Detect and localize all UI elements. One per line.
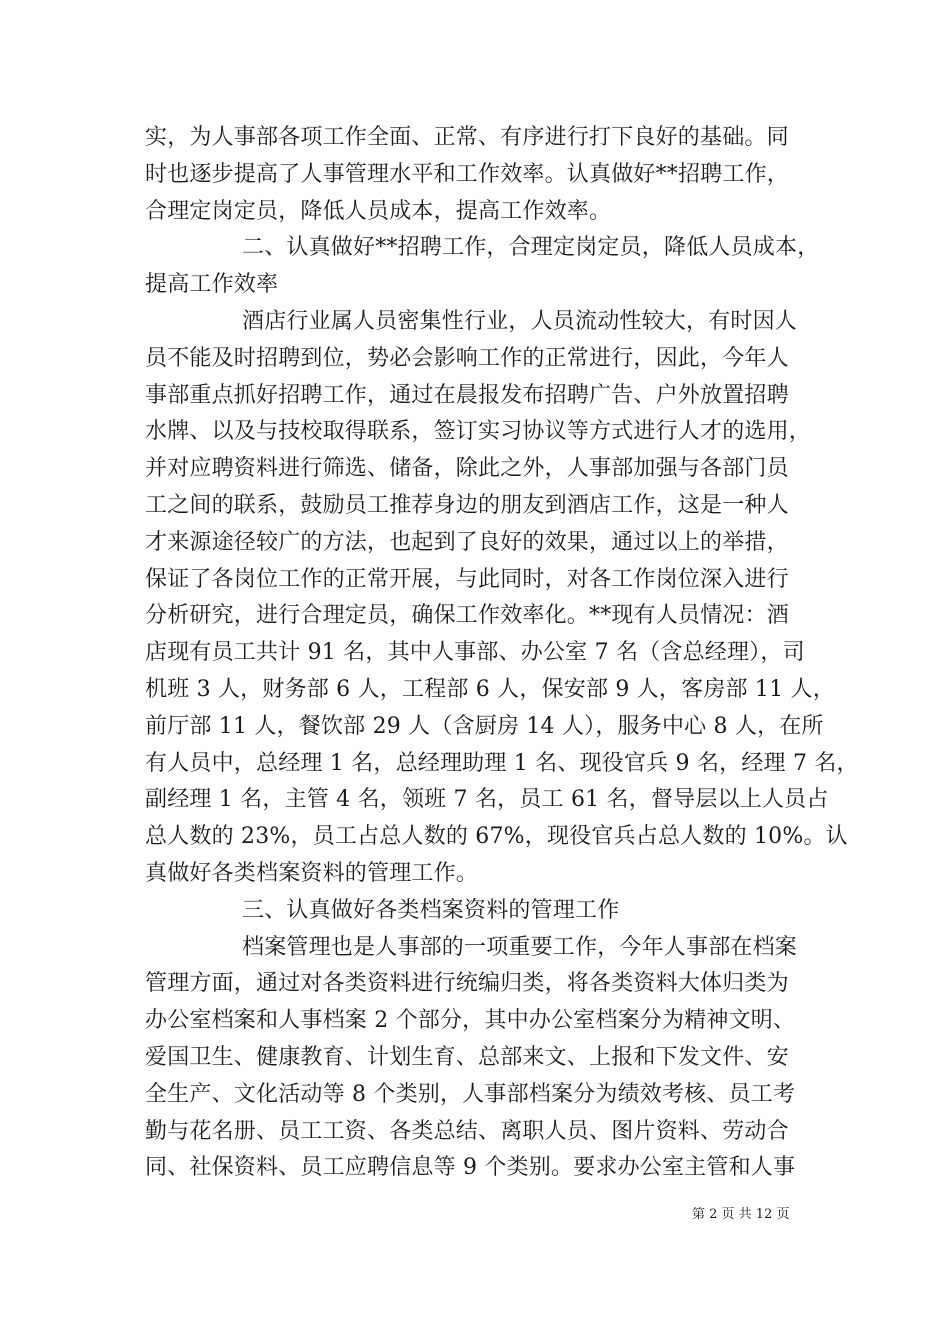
section-heading-2-cont: 提高工作效率 <box>145 272 279 298</box>
body-line: 有人员中，总经理 1 名，总经理助理 1 名、现役官兵 9 名，经理 7 名， <box>145 750 859 776</box>
body-line: 勤与花名册、员工工资、各类总结、离职人员、图片资料、劳动合 <box>145 1118 789 1144</box>
body-line: 合理定岗定员，降低人员成本，提高工作效率。 <box>145 198 612 224</box>
body-line: 副经理 1 名，主管 4 名，领班 7 名，员工 61 名，督导层以上人员占 <box>145 787 829 813</box>
body-line: 爱国卫生、健康教育、计划生育、总部来文、上报和下发文件、安 <box>145 1044 789 1070</box>
body-line: 保证了各岗位工作的正常开展，与此同时，对各工作岗位深入进行 <box>145 566 789 592</box>
page-number-footer: 第 2 页 共 12 页 <box>692 1207 790 1222</box>
body-line: 才来源途径较广的方法，也起到了良好的效果，通过以上的举措， <box>145 529 789 555</box>
body-line: 全生产、文化活动等 8 个类别，人事部档案分为绩效考核、员工考 <box>145 1081 796 1107</box>
document-body <box>145 120 859 1187</box>
body-line: 店现有员工共计 91 名，其中人事部、办公室 7 名（含总经理），司 <box>145 640 805 666</box>
body-line: 员不能及时招聘到位，势必会影响工作的正常进行，因此，今年人 <box>145 345 789 371</box>
body-line: 并对应聘资料进行筛选、储备，除此之外，人事部加强与各部门员 <box>145 456 789 482</box>
section-heading-2: 二、认真做好**招聘工作，合理定岗定员，降低人员成本， <box>242 235 820 261</box>
body-line: 工之间的联系，鼓励员工推荐身边的朋友到酒店工作，这是一种人 <box>145 492 789 518</box>
body-line: 实，为人事部各项工作全面、正常、有序进行打下良好的基础。同 <box>145 125 789 150</box>
body-line: 办公室档案和人事档案 2 个部分，其中办公室档案分为精神文明、 <box>145 1008 796 1034</box>
body-line: 酒店行业属人员密集性行业，人员流动性较大，有时因人 <box>242 308 798 334</box>
body-line: 时也逐步提高了人事管理水平和工作效率。认真做好**招聘工作， <box>145 161 790 187</box>
body-line: 总人数的 23%，员工占总人数的 67%，现役官兵占总人数的 10%。认 <box>145 824 848 850</box>
body-line: 机班 3 人，财务部 6 人，工程部 6 人，保安部 9 人，客房部 11 人， <box>145 676 835 702</box>
body-line: 分析研究，进行合理定员，确保工作效率化。**现有人员情况：酒 <box>145 603 790 629</box>
body-line: 管理方面，通过对各类资料进行统编归类，将各类资料大体归类为 <box>145 971 789 997</box>
body-line: 水牌、以及与技校取得联系，签订实习协议等方式进行人才的选用， <box>145 419 812 445</box>
body-line: 前厅部 11 人，餐饮部 29 人（含厨房 14 人），服务中心 8 人，在所 <box>145 713 824 739</box>
section-heading-3: 三、认真做好各类档案资料的管理工作 <box>242 897 620 923</box>
body-line: 档案管理也是人事部的一项重要工作，今年人事部在档案 <box>242 934 798 960</box>
body-line: 同、社保资料、员工应聘信息等 9 个类别。要求办公室主管和人事 <box>145 1155 796 1181</box>
body-line: 事部重点抓好招聘工作，通过在晨报发布招聘广告、户外放置招聘 <box>145 382 789 408</box>
body-line: 真做好各类档案资料的管理工作。 <box>145 860 479 886</box>
